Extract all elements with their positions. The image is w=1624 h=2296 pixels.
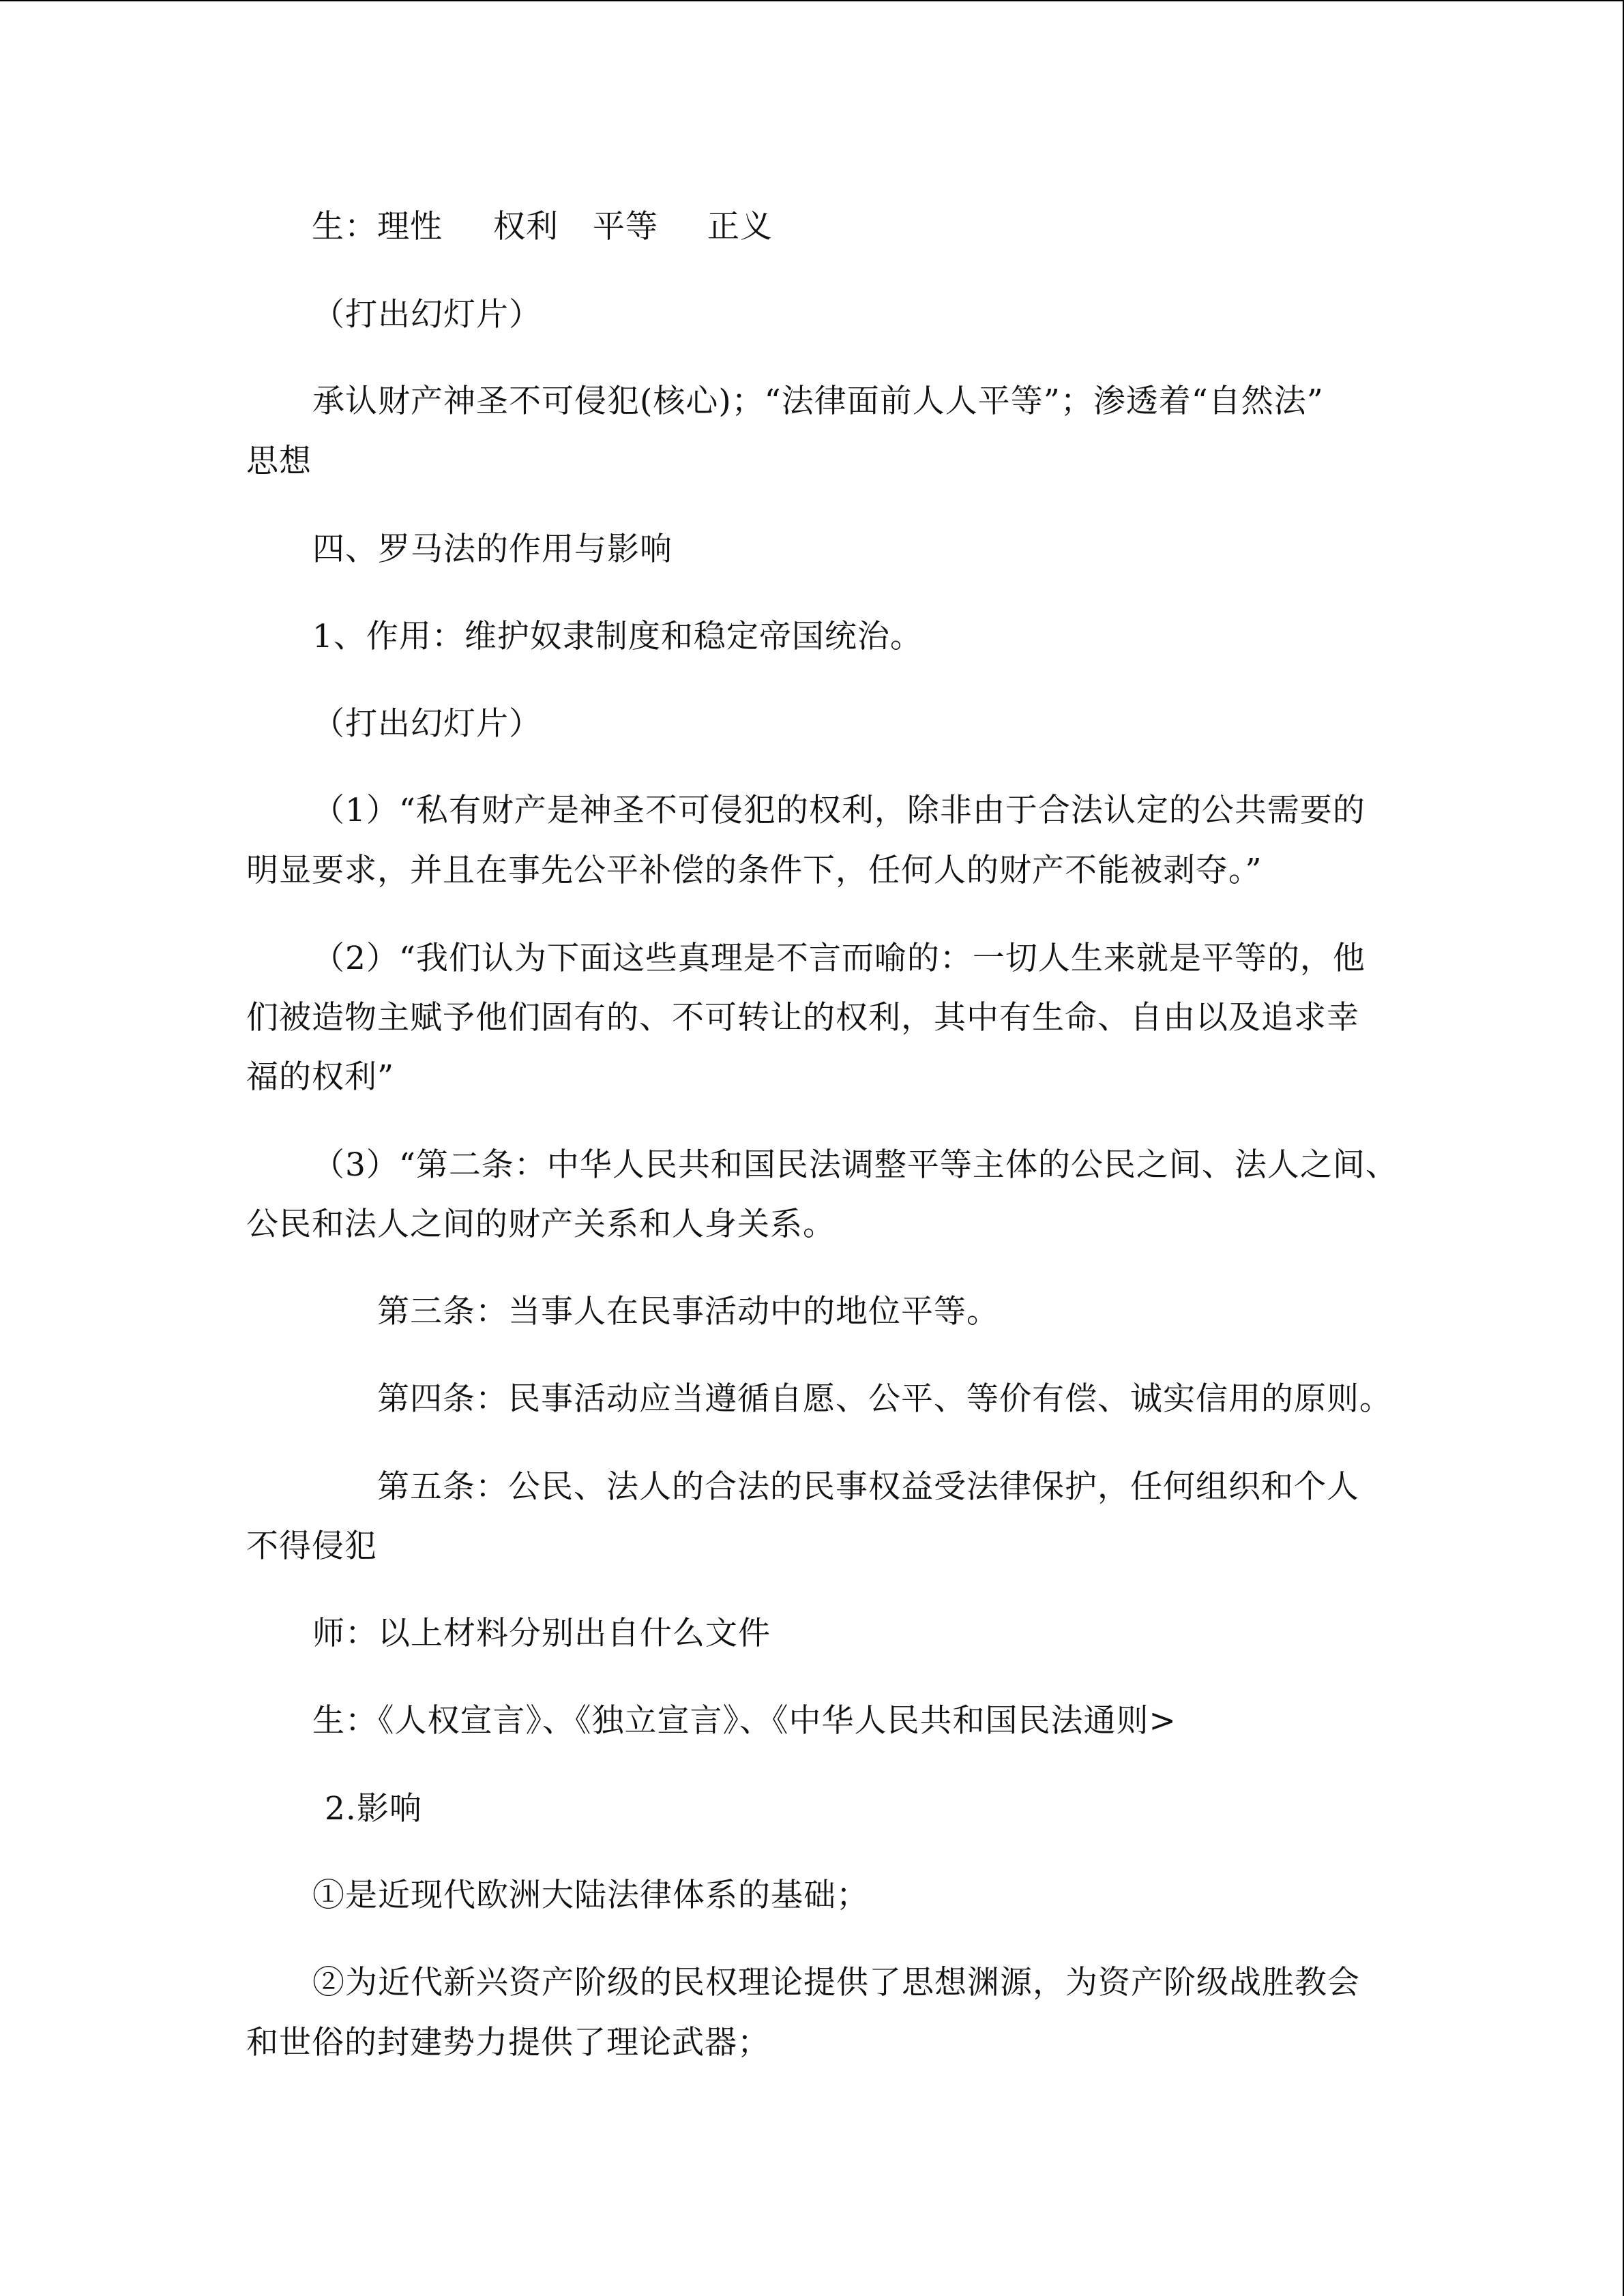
top-border [0,0,1624,1]
article-line: 第四条：民事活动应当遵循自愿、公平、等价有偿、诚实信用的原则。 [377,1380,1392,1418]
subsection-heading: 2.影响 [325,1790,422,1828]
list-item: ②为近代新兴资产阶级的民权理论提供了思想渊源，为资产阶级战胜教会 [312,1964,1360,2001]
student-answer: 生：《人权宣言》、《独立宣言》、《中华人民共和国民法通则> [312,1702,1177,1740]
subsection-heading: 1、作用：维护奴隶制度和稳定帝国统治。 [312,618,923,655]
student-answer-line [312,207,773,248]
quote-line: （3）“第二条：中华人民共和国民法调整平等主体的公民之间、法人之间、 [312,1146,1398,1184]
article-line: 第三条：当事人在民事活动中的地位平等。 [377,1293,999,1330]
answer-term-1: 生：理性 [312,208,443,245]
quote-line: 福的权利” [246,1058,395,1096]
slide-note: （打出幻灯片） [312,296,542,333]
answer-term-4: 正义 [707,208,773,245]
quote-line: 公民和法人之间的财产关系和人身关系。 [246,1206,836,1243]
paragraph-line: 承认财产神圣不可侵犯(核心)；“法律面前人人平等”；渗透着“自然法” [312,383,1324,420]
section-heading: 四、罗马法的作用与影响 [312,531,673,568]
paragraph-line: 思想 [246,443,312,480]
teacher-question: 师：以上材料分别出自什么文件 [312,1615,771,1652]
quote-line: 明显要求，并且在事先公平补偿的条件下，任何人的财产不能被剥夺。” [246,852,1263,889]
quote-line: （2）“我们认为下面这些真理是不言而喻的：一切人生来就是平等的，他 [312,940,1365,977]
slide-note: （打出幻灯片） [312,705,542,743]
list-item: 和世俗的封建势力提供了理论武器； [246,2024,770,2061]
answer-term-3: 平等 [593,208,658,245]
article-line: 第五条：公民、法人的合法的民事权益受法律保护，任何组织和个人 [377,1468,1359,1506]
quote-line: （1）“私有财产是神圣不可侵犯的权利，除非由于合法认定的公共需要的 [312,792,1365,829]
list-item: ①是近现代欧洲大陆法律体系的基础； [312,1877,869,1914]
article-line: 不得侵犯 [246,1527,377,1565]
answer-term-2: 权利 [493,208,559,245]
quote-line: 们被造物主赋予他们固有的、不可转让的权利，其中有生命、自由以及追求幸 [246,999,1359,1037]
